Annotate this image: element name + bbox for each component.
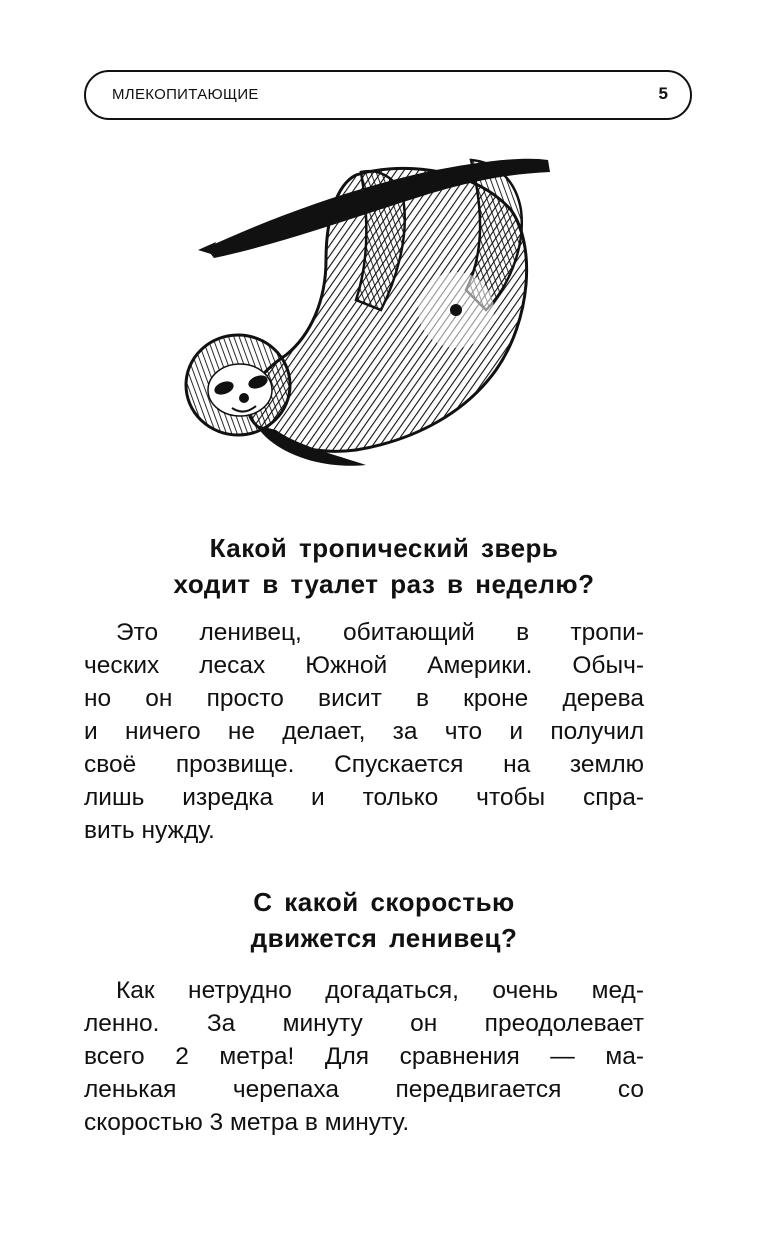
question-line: С какой скоростью <box>253 887 515 917</box>
answer-line: всего 2 метра! Для сравнения — ма- <box>84 1043 644 1070</box>
answer-line: но он просто висит в кроне дерева <box>84 685 644 712</box>
running-header <box>84 70 692 120</box>
question-line: Какой тропический зверь <box>209 533 559 563</box>
page-number: 5 <box>658 84 668 103</box>
question-heading-1 <box>0 530 768 602</box>
question-heading-2 <box>0 884 768 956</box>
answer-paragraph-1 <box>84 616 644 847</box>
answer-line: лишь изредка и только чтобы спра- <box>84 784 644 811</box>
answer-line: ческих лесах Южной Америки. Обыч- <box>84 652 644 679</box>
answer-line: Это ленивец, обитающий в тропи- <box>116 619 644 646</box>
section-title: МЛЕКОПИТАЮЩИЕ <box>112 86 259 103</box>
question-line: ходит в туалет раз в неделю? <box>173 569 595 599</box>
answer-line: ленно. За минуту он преодолевает <box>84 1010 644 1037</box>
answer-paragraph-2 <box>84 974 644 1139</box>
sloth-illustration <box>176 150 556 485</box>
answer-line: ленькая черепаха передвигается со <box>84 1076 644 1103</box>
answer-line: скоростью 3 метра в минуту. <box>84 1109 410 1136</box>
question-line: движется ленивец? <box>250 923 518 953</box>
answer-line: и ничего не делает, за что и получил <box>84 718 644 745</box>
answer-line: своё прозвище. Спускается на землю <box>84 751 644 778</box>
answer-line: Как нетрудно догадаться, очень мед- <box>116 977 644 1004</box>
answer-line: вить нужду. <box>84 817 215 844</box>
